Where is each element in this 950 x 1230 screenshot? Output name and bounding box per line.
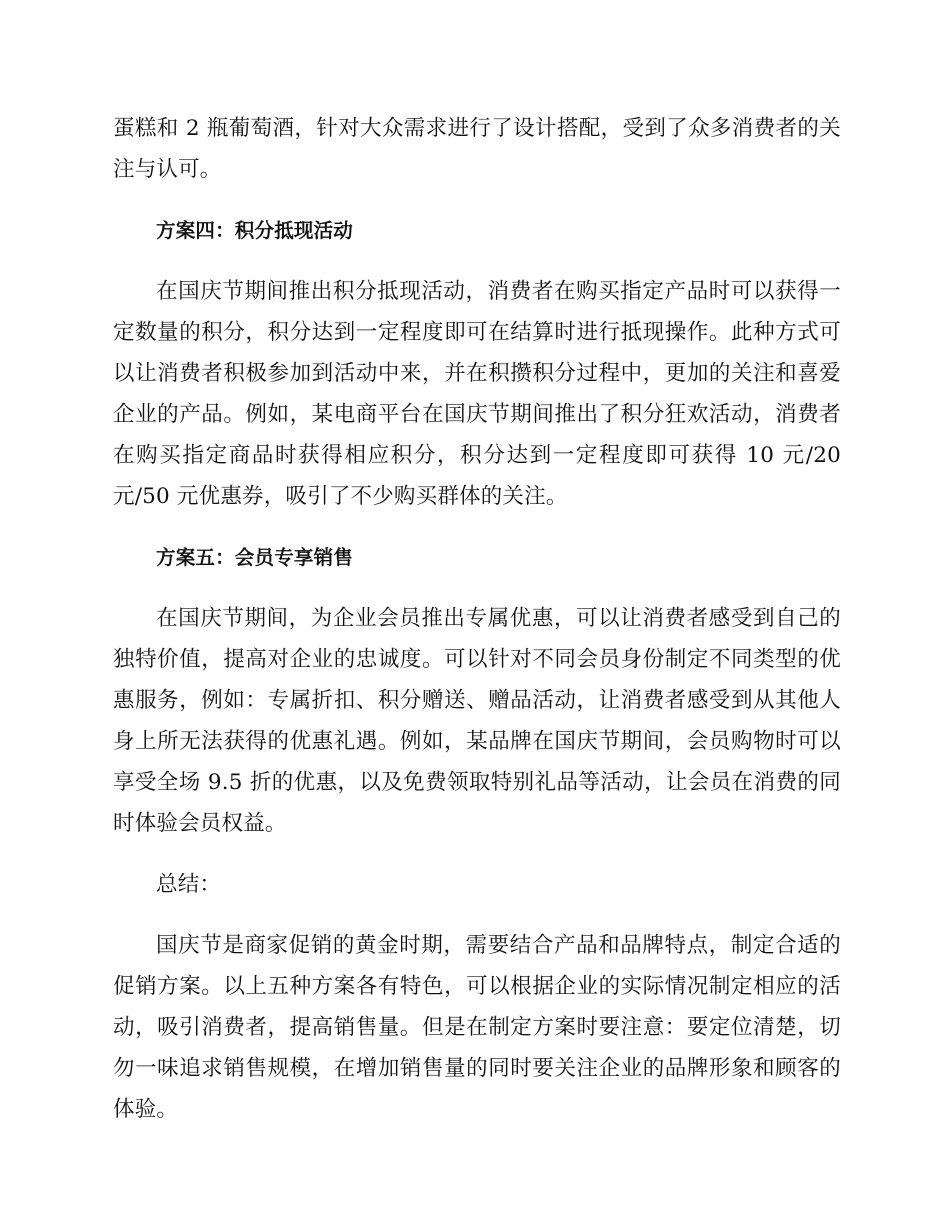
section-heading-plan-four: 方案四：积分抵现活动 bbox=[156, 219, 354, 242]
paragraph-continued: 蛋糕和 2 瓶葡萄酒，针对大众需求进行了设计搭配，受到了众多消费者的关注与认可。 bbox=[113, 116, 841, 182]
summary-label: 总结： bbox=[156, 872, 222, 897]
document-body bbox=[113, 108, 841, 1130]
paragraph-plan-four: 在国庆节期间推出积分抵现活动，消费者在购买指定产品时可以获得一定数量的积分，积分达到一定程度即可在结算时进行抵现操作。此种方式可以让消费者积极参加到活动中来，并在积攒积分过程中，更加的关注和喜爱企业的产品。例如，某电商平台在国庆节期间推出了积分狂欢活动，消费者在购买指定商品时获得相应积分，积分达到一定程度即可获得 10 元/20 元/50 元优惠券，吸引了不少购买群体的关注。 bbox=[113, 279, 841, 509]
paragraph-plan-five: 在国庆节期间，为企业会员推出专属优惠，可以让消费者感受到自己的独特价值，提高对企业的忠诚度。可以针对不同会员身份制定不同类型的优惠服务，例如：专属折扣、积分赠送、赠品活动，让消费者感受到从其他人身上所无法获得的优惠礼遇。例如，某品牌在国庆节期间，会员购物时可以享受全场 9.5 折的优惠，以及免费领取特别礼品等活动，让会员在消费的同时体验会员权益。 bbox=[113, 606, 841, 836]
section-heading-plan-five: 方案五：会员专享销售 bbox=[156, 546, 354, 569]
paragraph-summary: 国庆节是商家促销的黄金时期，需要结合产品和品牌特点，制定合适的促销方案。以上五种方案各有特色，可以根据企业的实际情况制定相应的活动，吸引消费者，提高销售量。但是在制定方案时要注意：要定位清楚，切勿一味追求销售规模，在增加销售量的同时要关注企业的品牌形象和顾客的体验。 bbox=[113, 933, 841, 1122]
